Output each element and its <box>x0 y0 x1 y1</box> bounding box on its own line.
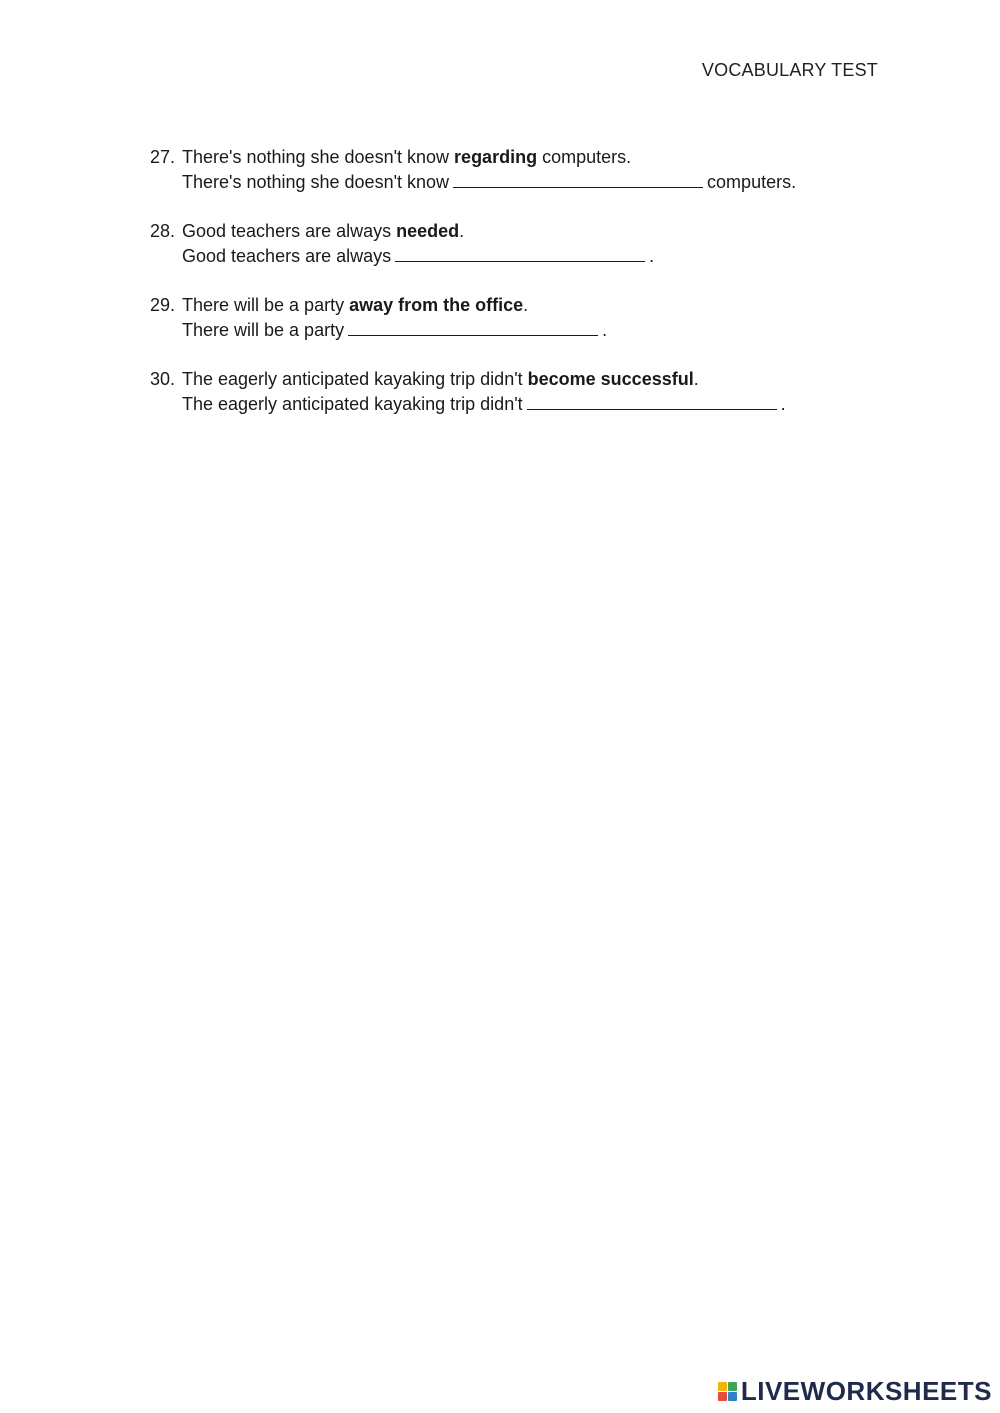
logo-square <box>728 1392 737 1401</box>
rewrite-text: . <box>780 394 786 414</box>
rewrite-text: The eagerly anticipated kayaking trip didn't <box>182 394 523 414</box>
sentence-text: The eagerly anticipated kayaking trip didn't <box>182 369 528 389</box>
sentence-text: . <box>523 295 529 315</box>
question-number: 27. <box>150 147 176 167</box>
sentence-text: . <box>459 221 465 241</box>
liveworksheets-logo[interactable] <box>718 1376 992 1407</box>
answer-blank[interactable] <box>348 318 598 336</box>
rewrite-sentence <box>182 392 910 417</box>
logo-square <box>728 1382 737 1391</box>
rewrite-text: . <box>649 246 655 266</box>
keyword: become successful <box>527 369 694 389</box>
logo-square <box>718 1382 727 1391</box>
answer-blank[interactable] <box>527 392 777 410</box>
page-header-title: VOCABULARY TEST <box>701 60 878 80</box>
answer-blank[interactable] <box>453 170 703 188</box>
rewrite-sentence <box>182 170 910 195</box>
original-sentence <box>182 145 910 170</box>
question-29 <box>150 293 910 343</box>
question-number: 28. <box>150 221 176 241</box>
rewrite-text: There will be a party <box>182 320 345 340</box>
sentence-text: . <box>693 369 699 389</box>
sentence-text: computers. <box>537 147 632 167</box>
keyword: regarding <box>454 147 538 167</box>
question-number: 30. <box>150 369 176 389</box>
rewrite-sentence <box>182 318 910 343</box>
sentence-text: Good teachers are always <box>182 221 397 241</box>
keyword: needed <box>396 221 460 241</box>
rewrite-sentence <box>182 244 910 269</box>
question-28 <box>150 219 910 269</box>
question-30 <box>150 367 910 417</box>
rewrite-text: There's nothing she doesn't know <box>182 172 450 192</box>
original-sentence <box>182 367 910 392</box>
original-sentence <box>182 219 910 244</box>
liveworksheets-logo-icon <box>718 1382 737 1401</box>
question-list <box>150 145 910 441</box>
question-number: 29. <box>150 295 176 315</box>
rewrite-text: . <box>602 320 608 340</box>
answer-blank[interactable] <box>395 244 645 262</box>
logo-text: LIVEWORKSHEETS <box>740 1376 992 1406</box>
logo-square <box>718 1392 727 1401</box>
question-27 <box>150 145 910 195</box>
sentence-text: There will be a party <box>182 295 350 315</box>
sentence-text: There's nothing she doesn't know <box>182 147 455 167</box>
keyword: away from the office <box>349 295 524 315</box>
rewrite-text: computers. <box>707 172 797 192</box>
rewrite-text: Good teachers are always <box>182 246 392 266</box>
original-sentence <box>182 293 910 318</box>
